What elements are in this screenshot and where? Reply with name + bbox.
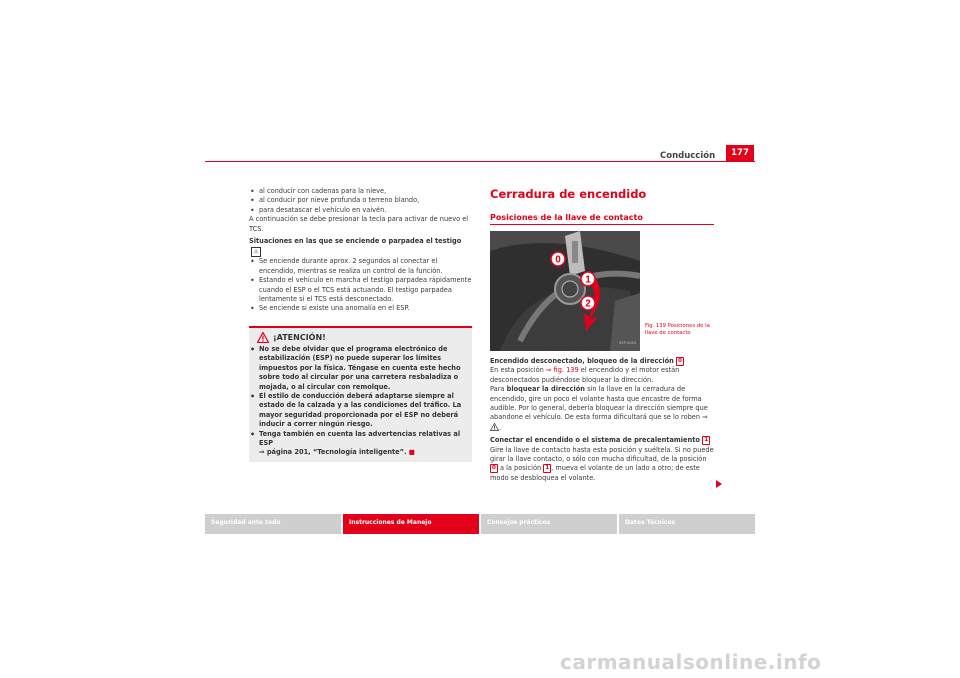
tab-seguridad[interactable]: Seguridad ante todo bbox=[205, 514, 341, 534]
position-badge: 0 bbox=[492, 465, 496, 472]
figure-ignition-key bbox=[490, 231, 640, 351]
tab-consejos[interactable]: Consejos prácticos bbox=[481, 514, 617, 534]
left-column bbox=[249, 187, 472, 462]
figure-label: 1 bbox=[585, 274, 591, 286]
right-column bbox=[490, 188, 714, 483]
figure-label: 2 bbox=[585, 298, 591, 310]
tab-instrucciones[interactable]: Instrucciones de Manejo bbox=[343, 514, 479, 534]
paragraph: Gire la llave de contacto hasta esta posición y suéltela. Si no puede girar la llave contacto, o sólo con mucha dificultad, de la posición 0 a la posición 1 , mueva el volante de un lado a otro; de este modo se desbloquea el volante. bbox=[490, 445, 714, 482]
position-badge: 0 bbox=[678, 358, 682, 364]
warning-item: • Tenga también en cuenta las advertencias relativas al ESP ⇒ página 201, “Tecnología inteligente”. ■ bbox=[249, 430, 470, 458]
position-badge: 1 bbox=[704, 437, 709, 444]
figure-link[interactable]: ⇒ fig. 139 bbox=[545, 366, 579, 375]
page-link[interactable]: ⇒ página 201, “Tecnología inteligente”. bbox=[259, 448, 407, 457]
paragraph: A continuación se debe presionar la tecla para activar de nuevo el TCS. bbox=[249, 215, 469, 233]
list-item: • Se enciende durante aprox. 2 segundos al conectar el encendido, mientras se realiza un control de la función. bbox=[249, 257, 472, 276]
section-subhead: Situaciones en las que se enciende o parpadea el testigo⚠ bbox=[249, 237, 462, 256]
list-item: • para desatascar el vehículo en vaivén. bbox=[249, 206, 472, 215]
figure-label: 0 bbox=[555, 254, 561, 266]
header-title: Conducción bbox=[660, 151, 716, 161]
ignition-key-illustration bbox=[490, 231, 640, 351]
section-subhead: Conectar el encendido o el sistema de precalentamiento 1 bbox=[490, 436, 709, 445]
end-marker-icon: ■ bbox=[408, 448, 416, 457]
warning-item: • No se debe olvidar que el programa electrónico de estabilización (ESP) no puede superar los límites impuestos por la física. Téngase en cuenta este hecho sobre todo al circular por una carretera resbaladiza o mojada, o al circular con remolque. bbox=[249, 345, 470, 392]
section-subhead: Encendido desconectado, bloqueo de la dirección 0 bbox=[490, 357, 682, 365]
watermark: carmanualsonline.info bbox=[560, 650, 822, 674]
warning-lamp-icon: ⚠ bbox=[251, 247, 261, 257]
list-item: • al conducir con cadenas para la nieve, bbox=[249, 187, 472, 196]
figure-caption: Fig. 139 Posiciones de la llave de contacto bbox=[645, 323, 710, 336]
list-item: • al conducir por nieve profunda o terreno blando, bbox=[249, 196, 472, 205]
list-item: • Se enciende si existe una anomalía en el ESP. bbox=[249, 304, 472, 313]
figure-code: B5P-0084 bbox=[619, 340, 636, 345]
tab-datos[interactable]: Datos Técnicos bbox=[619, 514, 755, 534]
warning-box bbox=[249, 326, 472, 462]
warning-triangle-icon bbox=[490, 423, 499, 431]
section-title: Cerradura de encendido bbox=[490, 187, 647, 201]
footer-tabs bbox=[205, 514, 755, 534]
position-badge: 1 bbox=[545, 465, 550, 472]
list-item: • Estando el vehículo en marcha el testigo parpadea rápidamente cuando el ESP o el TCS está actuando. El testigo parpadea lentamente si el TCS está desconectado. bbox=[249, 276, 472, 304]
paragraph: Para bloquear la dirección sin la llave en la cerradura de encendido, gire un poco el volante hasta que encastre de forma audible. Por lo general, debería bloquear la dirección siempre que abandone el vehículo. De esta forma dificultará que se lo roben ⇒ . bbox=[490, 385, 708, 432]
warning-title: ¡ATENCIÓN! bbox=[273, 333, 326, 343]
warning-triangle-icon bbox=[257, 332, 269, 343]
page-number: 177 bbox=[726, 145, 754, 161]
paragraph: En esta posición ⇒ fig. 139 el encendido y el motor están desconectados pudiéndose bloquear la dirección. bbox=[490, 366, 680, 384]
section-subtitle: Posiciones de la llave de contacto bbox=[490, 213, 643, 222]
subtitle-rule bbox=[490, 224, 714, 225]
next-page-arrow-icon[interactable] bbox=[716, 480, 722, 488]
header-rule bbox=[205, 161, 755, 162]
warning-item: • El estilo de conducción deberá adaptarse siempre al estado de la calzada y a las condiciones del tráfico. La mayor seguridad proporcionada por el ESP no deberá inducir a correr ningún riesgo. bbox=[249, 392, 470, 430]
